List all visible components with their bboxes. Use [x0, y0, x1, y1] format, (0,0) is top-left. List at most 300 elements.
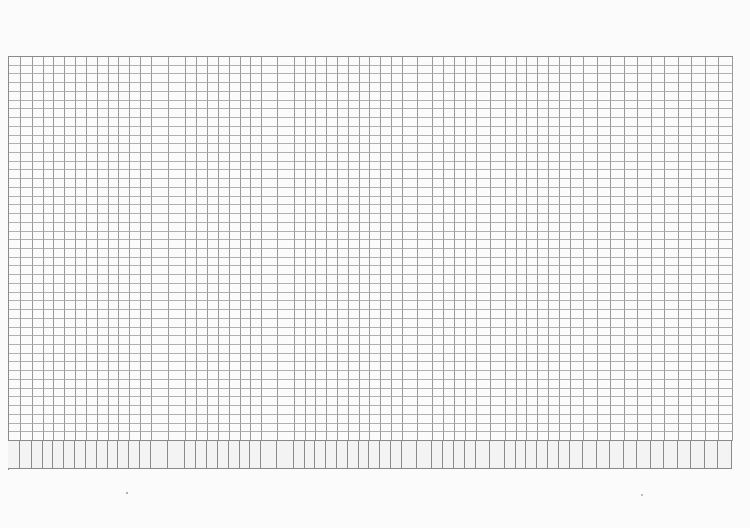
table-cell — [109, 284, 120, 293]
header-cell — [140, 440, 151, 469]
table-cell — [295, 258, 306, 267]
table-cell — [54, 66, 65, 75]
table-cell — [197, 266, 208, 275]
table-cell — [611, 424, 625, 433]
table-cell — [316, 415, 327, 424]
table-cell — [625, 179, 639, 188]
table-cell — [392, 362, 403, 371]
table-cell — [719, 397, 733, 406]
table-cell — [527, 74, 538, 83]
table-cell — [403, 153, 418, 162]
table-cell — [306, 275, 317, 284]
table-cell — [418, 136, 433, 145]
table-row — [9, 258, 733, 267]
table-cell — [433, 92, 444, 101]
table-cell — [381, 336, 392, 345]
table-cell — [295, 188, 306, 197]
table-cell — [119, 223, 130, 232]
table-cell — [109, 66, 120, 75]
table-cell — [455, 162, 466, 171]
table-cell — [251, 74, 262, 83]
table-row — [9, 310, 733, 319]
table-cell — [54, 109, 65, 118]
table-cell — [21, 240, 33, 249]
table-row — [9, 345, 733, 354]
table-cell — [278, 301, 294, 310]
table-cell — [538, 170, 549, 179]
table-cell — [652, 136, 666, 145]
table-cell — [549, 345, 560, 354]
table-cell — [306, 170, 317, 179]
table-cell — [381, 415, 392, 424]
table-cell — [208, 57, 219, 66]
table-cell — [295, 397, 306, 406]
table-cell — [316, 109, 327, 118]
table-cell — [262, 258, 278, 267]
table-cell — [44, 406, 55, 415]
table-cell — [208, 83, 219, 92]
table-cell — [65, 397, 76, 406]
table-cell — [109, 205, 120, 214]
table-cell — [506, 266, 517, 275]
table-cell — [560, 179, 571, 188]
table-cell — [141, 293, 152, 302]
table-cell — [327, 118, 338, 127]
table-cell — [98, 415, 109, 424]
table-cell — [392, 336, 403, 345]
table-cell — [306, 136, 317, 145]
table-cell — [652, 127, 666, 136]
table-cell — [719, 153, 733, 162]
table-cell — [262, 92, 278, 101]
table-cell — [444, 74, 455, 83]
table-cell — [584, 170, 598, 179]
table-cell — [466, 223, 477, 232]
table-cell — [517, 389, 528, 398]
table-cell — [692, 319, 706, 328]
table-cell — [517, 101, 528, 110]
table-cell — [278, 205, 294, 214]
table-cell — [169, 424, 186, 433]
table-cell — [692, 336, 706, 345]
table-cell — [418, 415, 433, 424]
table-cell — [584, 249, 598, 258]
table-cell — [141, 371, 152, 380]
table-cell — [186, 397, 197, 406]
table-cell — [76, 74, 87, 83]
table-cell — [44, 328, 55, 337]
table-cell — [327, 136, 338, 145]
table-cell — [152, 293, 169, 302]
table-cell — [549, 162, 560, 171]
table-cell — [433, 397, 444, 406]
table-cell — [652, 301, 666, 310]
table-cell — [625, 170, 639, 179]
table-cell — [466, 354, 477, 363]
table-cell — [652, 144, 666, 153]
table-cell — [197, 249, 208, 258]
table-cell — [230, 319, 241, 328]
table-cell — [381, 371, 392, 380]
table-cell — [370, 284, 381, 293]
header-cell — [261, 440, 277, 469]
table-cell — [119, 162, 130, 171]
table-cell — [692, 397, 706, 406]
table-cell — [679, 380, 693, 389]
table-cell — [719, 127, 733, 136]
table-cell — [316, 66, 327, 75]
table-cell — [9, 170, 21, 179]
table-cell — [652, 319, 666, 328]
table-cell — [251, 153, 262, 162]
table-cell — [327, 301, 338, 310]
table-cell — [403, 371, 418, 380]
table-cell — [584, 406, 598, 415]
table-cell — [360, 188, 371, 197]
table-cell — [98, 380, 109, 389]
table-cell — [241, 362, 252, 371]
table-cell — [527, 127, 538, 136]
table-cell — [152, 66, 169, 75]
table-cell — [403, 144, 418, 153]
table-cell — [338, 310, 349, 319]
table-cell — [295, 101, 306, 110]
table-cell — [381, 170, 392, 179]
table-cell — [370, 197, 381, 206]
table-cell — [152, 249, 169, 258]
table-cell — [87, 74, 98, 83]
table-cell — [262, 328, 278, 337]
table-cell — [491, 214, 506, 223]
table-cell — [186, 92, 197, 101]
table-cell — [611, 170, 625, 179]
table-cell — [197, 240, 208, 249]
table-cell — [230, 179, 241, 188]
table-cell — [392, 328, 403, 337]
table-cell — [679, 197, 693, 206]
table-cell — [370, 170, 381, 179]
table-cell — [692, 127, 706, 136]
table-cell — [706, 74, 720, 83]
table-cell — [433, 249, 444, 258]
table-cell — [381, 424, 392, 433]
table-cell — [466, 170, 477, 179]
table-cell — [33, 136, 44, 145]
table-cell — [679, 144, 693, 153]
table-cell — [527, 345, 538, 354]
table-cell — [54, 362, 65, 371]
header-cell — [651, 440, 665, 469]
table-cell — [109, 57, 120, 66]
table-cell — [571, 275, 585, 284]
table-cell — [665, 362, 679, 371]
table-cell — [98, 118, 109, 127]
table-cell — [130, 328, 141, 337]
table-cell — [33, 153, 44, 162]
table-cell — [130, 362, 141, 371]
table-cell — [306, 301, 317, 310]
table-cell — [295, 57, 306, 66]
table-cell — [65, 136, 76, 145]
table-cell — [360, 232, 371, 241]
table-cell — [109, 389, 120, 398]
table-cell — [87, 301, 98, 310]
table-cell — [349, 362, 360, 371]
table-cell — [44, 136, 55, 145]
table-cell — [444, 424, 455, 433]
table-cell — [87, 57, 98, 66]
table-cell — [152, 336, 169, 345]
table-cell — [141, 109, 152, 118]
table-cell — [679, 232, 693, 241]
table-cell — [571, 380, 585, 389]
table-cell — [370, 188, 381, 197]
table-cell — [692, 362, 706, 371]
table-cell — [392, 101, 403, 110]
table-cell — [278, 109, 294, 118]
table-cell — [360, 397, 371, 406]
table-cell — [338, 136, 349, 145]
table-cell — [477, 162, 492, 171]
table-cell — [625, 153, 639, 162]
table-cell — [665, 127, 679, 136]
table-cell — [33, 249, 44, 258]
table-cell — [418, 101, 433, 110]
table-cell — [527, 66, 538, 75]
header-cell — [664, 440, 678, 469]
table-cell — [638, 301, 652, 310]
table-cell — [197, 397, 208, 406]
table-cell — [186, 232, 197, 241]
table-cell — [455, 266, 466, 275]
table-cell — [186, 57, 197, 66]
table-cell — [584, 380, 598, 389]
table-cell — [327, 275, 338, 284]
table-cell — [444, 310, 455, 319]
table-cell — [306, 101, 317, 110]
table-cell — [44, 319, 55, 328]
table-cell — [316, 197, 327, 206]
table-cell — [241, 301, 252, 310]
table-cell — [130, 118, 141, 127]
table-cell — [119, 188, 130, 197]
table-cell — [87, 293, 98, 302]
table-cell — [169, 83, 186, 92]
table-cell — [338, 354, 349, 363]
table-cell — [230, 101, 241, 110]
table-cell — [241, 336, 252, 345]
table-cell — [349, 136, 360, 145]
table-cell — [87, 136, 98, 145]
table-cell — [21, 406, 33, 415]
table-cell — [306, 232, 317, 241]
table-cell — [625, 92, 639, 101]
table-cell — [186, 153, 197, 162]
table-row — [9, 397, 733, 406]
table-cell — [381, 92, 392, 101]
table-cell — [169, 162, 186, 171]
table-cell — [506, 389, 517, 398]
table-cell — [706, 223, 720, 232]
table-cell — [338, 406, 349, 415]
header-cell — [516, 440, 527, 469]
table-cell — [611, 118, 625, 127]
table-cell — [316, 336, 327, 345]
table-cell — [560, 188, 571, 197]
table-cell — [679, 336, 693, 345]
table-cell — [466, 380, 477, 389]
table-cell — [141, 266, 152, 275]
header-cell — [537, 440, 548, 469]
table-cell — [241, 197, 252, 206]
table-cell — [679, 179, 693, 188]
table-cell — [706, 144, 720, 153]
table-row — [9, 118, 733, 127]
table-cell — [98, 92, 109, 101]
table-cell — [477, 144, 492, 153]
table-cell — [295, 336, 306, 345]
table-cell — [638, 371, 652, 380]
table-cell — [403, 397, 418, 406]
table-cell — [76, 83, 87, 92]
header-cell — [705, 440, 719, 469]
table-cell — [360, 101, 371, 110]
table-cell — [44, 345, 55, 354]
table-cell — [119, 389, 130, 398]
table-cell — [152, 389, 169, 398]
table-cell — [706, 406, 720, 415]
table-cell — [219, 101, 230, 110]
table-cell — [186, 249, 197, 258]
table-cell — [584, 214, 598, 223]
table-cell — [455, 345, 466, 354]
table-cell — [455, 153, 466, 162]
table-cell — [65, 205, 76, 214]
table-cell — [327, 162, 338, 171]
table-cell — [719, 92, 733, 101]
table-cell — [33, 144, 44, 153]
table-cell — [98, 223, 109, 232]
table-cell — [652, 258, 666, 267]
table-cell — [549, 92, 560, 101]
table-cell — [306, 397, 317, 406]
table-cell — [392, 162, 403, 171]
table-cell — [418, 197, 433, 206]
table-cell — [466, 197, 477, 206]
table-cell — [538, 240, 549, 249]
table-cell — [327, 127, 338, 136]
table-cell — [230, 223, 241, 232]
table-cell — [251, 118, 262, 127]
table-cell — [538, 127, 549, 136]
table-cell — [141, 205, 152, 214]
table-cell — [638, 136, 652, 145]
table-cell — [549, 397, 560, 406]
table-cell — [219, 328, 230, 337]
table-cell — [665, 57, 679, 66]
table-cell — [349, 415, 360, 424]
table-cell — [54, 240, 65, 249]
table-cell — [466, 371, 477, 380]
table-cell — [477, 415, 492, 424]
table-cell — [230, 66, 241, 75]
table-cell — [9, 266, 21, 275]
table-cell — [455, 415, 466, 424]
table-cell — [169, 328, 186, 337]
table-cell — [665, 249, 679, 258]
table-cell — [625, 345, 639, 354]
table-cell — [466, 258, 477, 267]
table-cell — [33, 83, 44, 92]
table-cell — [251, 336, 262, 345]
table-cell — [33, 118, 44, 127]
table-cell — [338, 188, 349, 197]
table-cell — [455, 293, 466, 302]
table-cell — [87, 336, 98, 345]
table-cell — [349, 223, 360, 232]
table-cell — [197, 406, 208, 415]
table-cell — [109, 319, 120, 328]
table-cell — [54, 144, 65, 153]
header-cell — [305, 440, 316, 469]
table-cell — [230, 310, 241, 319]
table-cell — [549, 101, 560, 110]
table-cell — [679, 249, 693, 258]
table-cell — [598, 170, 612, 179]
table-cell — [306, 319, 317, 328]
table-cell — [679, 319, 693, 328]
table-cell — [130, 266, 141, 275]
table-cell — [169, 266, 186, 275]
table-cell — [455, 92, 466, 101]
table-cell — [625, 74, 639, 83]
table-cell — [9, 83, 21, 92]
table-cell — [262, 118, 278, 127]
table-cell — [455, 83, 466, 92]
table-cell — [278, 136, 294, 145]
table-cell — [349, 214, 360, 223]
table-cell — [76, 170, 87, 179]
table-cell — [338, 371, 349, 380]
header-cell — [597, 440, 611, 469]
table-cell — [477, 101, 492, 110]
table-cell — [692, 214, 706, 223]
table-cell — [338, 284, 349, 293]
table-cell — [306, 293, 317, 302]
table-cell — [152, 109, 169, 118]
table-cell — [455, 66, 466, 75]
table-cell — [169, 127, 186, 136]
table-cell — [21, 415, 33, 424]
table-cell — [360, 197, 371, 206]
table-cell — [230, 293, 241, 302]
table-cell — [306, 345, 317, 354]
table-cell — [625, 397, 639, 406]
table-cell — [652, 118, 666, 127]
table-cell — [679, 415, 693, 424]
table-cell — [679, 406, 693, 415]
table-cell — [141, 179, 152, 188]
table-cell — [527, 109, 538, 118]
table-cell — [349, 389, 360, 398]
table-cell — [719, 319, 733, 328]
table-cell — [76, 345, 87, 354]
table-cell — [119, 179, 130, 188]
table-cell — [109, 371, 120, 380]
table-cell — [692, 144, 706, 153]
table-cell — [527, 57, 538, 66]
table-cell — [76, 223, 87, 232]
